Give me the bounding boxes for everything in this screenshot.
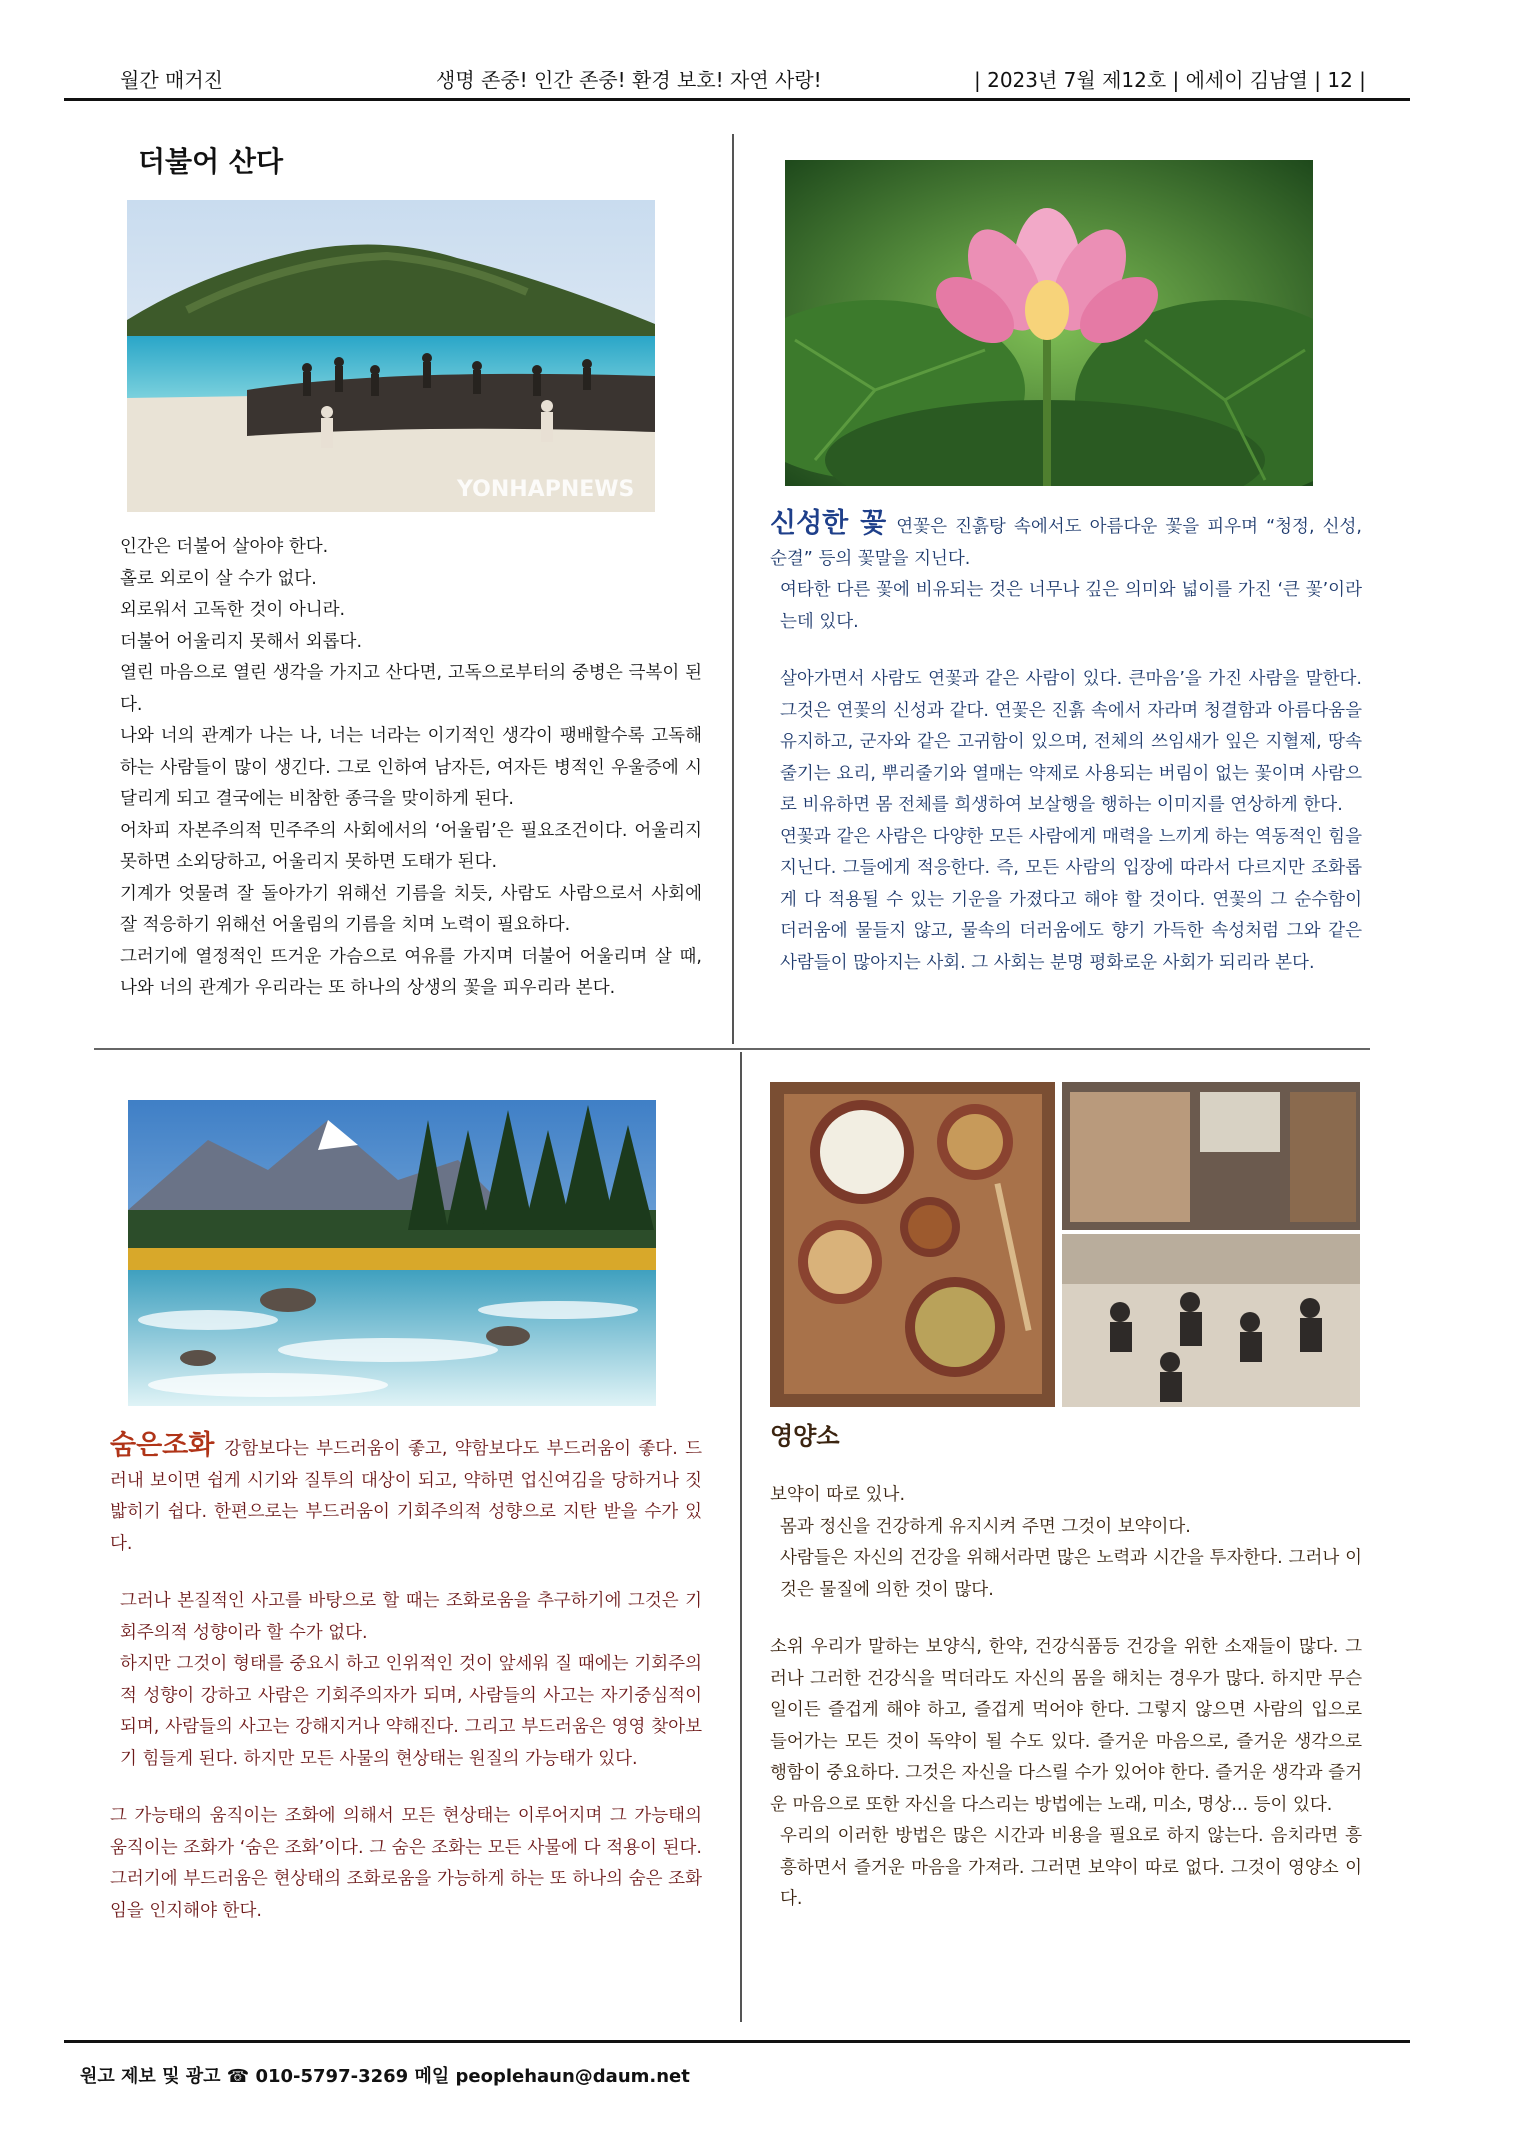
paragraph: 살아가면서 사람도 연꽃과 같은 사람이 있다. 큰마음’을 가진 사람을 말한다. 그것은 연꽃의 신성과 같다. 연꽃은 진흙 속에서 자라며 청결함과 아름다움을 유지하고, 군자와 같은 고귀함이 있으며, 전체의 쓰임새가 잎은 지혈제, 땅속줄기는 요리, 뿌리줄기와 열매는 약제로 사용되는 버림이 없는 꽃이며 사람으로 비유하면 몸 전체를 희생하여 보살행을 행하는 이미지를 연상하게 한다.: [780, 669, 1362, 815]
paragraph: 더불어 어울리지 못해서 외롭다.: [120, 631, 363, 652]
paragraph: 그러나 본질적인 사고를 바탕으로 할 때는 조화로움을 추구하기에 그것은 기회주의적 성향이라 할 수가 없다.: [120, 1591, 702, 1643]
paragraph: 인간은 더불어 살아야 한다.: [120, 537, 329, 557]
article-body-living-together: [110, 532, 702, 1005]
article-title-living-together: 더불어 산다: [138, 145, 283, 178]
article-body-sacred-flower: [770, 508, 1362, 979]
paragraph: 연꽃과 같은 사람은 다양한 모든 사람에게 매력을 느끼게 하는 역동적인 힘을 지닌다. 그들에게 적응한다. 즉, 모든 사람의 입장에 따라서 다르지만 조화롭게 다 적용될 수 있는 기운을 가졌다고 해야 할 것이다. 연꽃의 그 순수함이 더러움에 물들지 않고, 물속의 더러움에도 향기 가득한 속성처럼 그와 같은 사람들이 많아지는 사회. 그 사회는 분명 평화로운 사회가 되리라 본다.: [780, 826, 1362, 973]
lead-text: 강함보다는 부드러움이 좋고, 약함보다도 부드러움이 좋다. 드러내 보이면 쉽게 시기와 질투의 대상이 되고, 약하면 업신여김을 당하거나 짓밟히기 쉽다. 한편으로는 부드러움이 기회주의적 성향으로 지탄 받을 수가 있다.: [110, 1439, 702, 1554]
paragraph: 우리의 이러한 방법은 많은 시간과 비용을 필요로 하지 않는다. 음치라면 흥흥하면서 즐거운 마음을 가져라. 그러면 보약이 따로 없다. 그것이 영양소 이다.: [780, 1826, 1362, 1909]
paragraph: 외로워서 고독한 것이 아니라.: [120, 600, 346, 620]
article-title-hidden-harmony: 숨은조화: [110, 1430, 215, 1461]
paragraph: 보약이 따로 있나.: [770, 1485, 906, 1505]
issue-info: | 2023년 7월 제12호 | 에세이 김남열 | 12 |: [974, 68, 1366, 92]
header-slogan: 생명 존중! 인간 존중! 환경 보호! 자연 사랑!: [436, 68, 822, 92]
article-lead: [110, 1430, 702, 1560]
magazine-name: 월간 매거진: [120, 68, 223, 92]
row-divider: [94, 1048, 1370, 1050]
photo-lotus-flower: [785, 160, 1313, 486]
header-rule: [64, 98, 1410, 101]
footer-contact: 원고 제보 및 광고 ☎ 010-5797-3269 메일 peoplehaun@daum.net: [80, 2066, 690, 2087]
paragraph: 여타한 다른 꽃에 비유되는 것은 너무나 깊은 의미와 넓이를 가진 ‘큰 꽃’이라는데 있다.: [780, 580, 1362, 632]
footer-rule: [64, 2040, 1410, 2043]
paragraph: 그 가능태의 움직이는 조화에 의해서 모든 현상태는 이루어지며 그 가능태의 움직이는 조화가 ‘숨은 조화’이다. 그 숨은 조화는 모든 사물에 다 적용이 된다. 그러기에 부드러움은 현상태의 조화로움을 가능하게 하는 또 하나의 숨은 조화임을 인지해야 한다.: [110, 1806, 702, 1921]
paragraph: 나와 너의 관계가 나는 나, 너는 너라는 이기적인 생각이 팽배할수록 고독해 하는 사람들이 많이 생긴다. 그로 인하여 남자든, 여자든 병적인 우울증에 시달리게 되고 결국에는 비참한 종극을 맞이하게 된다.: [120, 726, 702, 809]
paragraph: 하지만 그것이 형태를 중요시 하고 인위적인 것이 앞세워 질 때에는 기회주의적 성향이 강하고 사람은 기회주의자가 되며, 사람들의 사고는 자기중심적이 되며, 사람들의 사고는 강해지거나 약해진다. 그리고 부드러움은 영영 찾아보기 힘들게 된다. 하지만 모든 사물의 현상태는 원질의 가능태가 있다.: [120, 1654, 702, 1769]
column-divider-top: [732, 134, 734, 1044]
paragraph: 기계가 엇물려 잘 돌아가기 위해선 기름을 치듯, 사람도 사람으로서 사회에 잘 적응하기 위해선 어울림의 기름을 치며 노력이 필요하다.: [120, 883, 702, 935]
paragraph: 소위 우리가 말하는 보양식, 한약, 건강식품등 건강을 위한 소재들이 많다. 그러나 그러한 건강식을 먹더라도 자신의 몸을 해치는 경우가 많다. 하지만 무슨 일이든 즐겁게 해야 하고, 즐겁게 먹어야 한다. 그렇지 않으면 사람의 입으로 들어가는 모든 것이 독약이 될 수도 있다. 즐거운 마음으로, 즐거운 생각으로 행함이 중요하다. 그것은 자신을 다스릴 수가 있어야 한다. 즐거운 생각과 즐거운 마음으로 또한 자신을 다스리는 방법에는 노래, 미소, 명상... 등이 있다.: [770, 1637, 1362, 1815]
paragraph: 어차피 자본주의적 민주주의 사회에서의 ‘어울림’은 필요조건이다. 어울리지 못하면 소외당하고, 어울리지 못하면 도태가 된다.: [120, 820, 702, 872]
article-body-hidden-harmony: [110, 1430, 702, 1927]
paragraph: 열린 마음으로 열린 생각을 가지고 산다면, 고독으로부터의 중병은 극복이 된다.: [120, 663, 702, 715]
article-title-nutrient: 영양소: [770, 1422, 840, 1450]
photo-coastal-island: [127, 200, 655, 512]
article-title-sacred-flower: 신성한 꽃: [770, 508, 887, 539]
photo-temple-meal-collage: [770, 1082, 1360, 1407]
article-lead: [770, 508, 1362, 575]
article-body-nutrient: [770, 1480, 1362, 1916]
paragraph: 몸과 정신을 건강하게 유지시켜 주면 그것이 보약이다.: [780, 1516, 1191, 1537]
photo-mountain-river: [128, 1100, 656, 1406]
page-header: [64, 64, 1410, 98]
lead-text: 연꽃은 진흙탕 속에서도 아름다운 꽃을 피우며 “청정, 신성, 순결” 등의 꽃말을 지닌다.: [770, 517, 1362, 569]
photo-watermark: YONHAPNEWS: [457, 477, 635, 502]
paragraph: 사람들은 자신의 건강을 위해서라면 많은 노력과 시간을 투자한다. 그러나 이것은 물질에 의한 것이 많다.: [780, 1548, 1362, 1600]
paragraph: 홀로 외로이 살 수가 없다.: [120, 568, 317, 589]
paragraph: 그러기에 열정적인 뜨거운 가슴으로 여유를 가지며 더불어 어울리며 살 때, 나와 너의 관계가 우리라는 또 하나의 상생의 꽃을 피우리라 본다.: [120, 946, 702, 998]
column-divider-bottom: [740, 1052, 742, 2022]
